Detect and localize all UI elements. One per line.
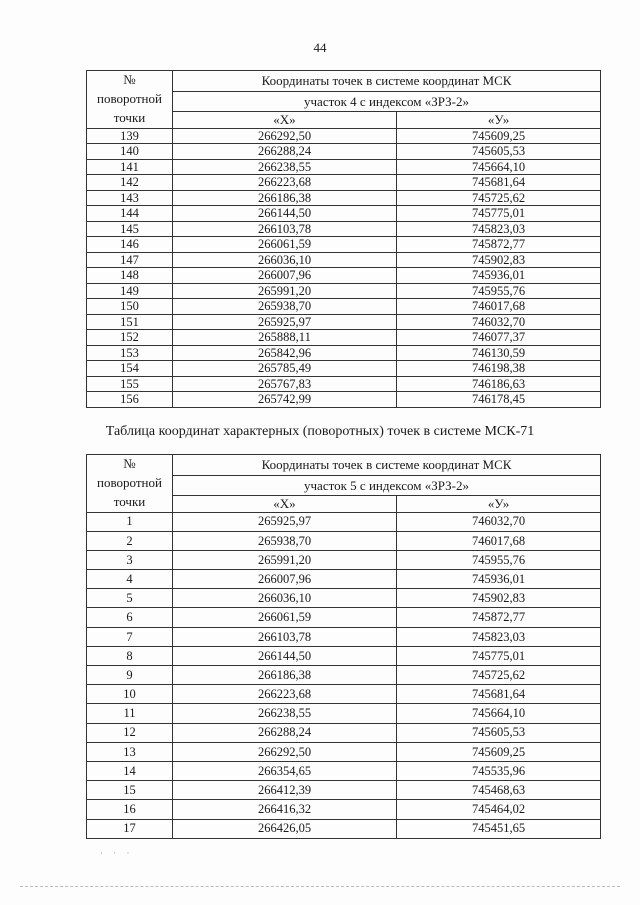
point-number-cell: 145 — [87, 221, 173, 237]
scan-artifact: · · · — [100, 848, 134, 858]
coords-title: Координаты точек в системе координат МСК — [173, 455, 601, 476]
y-coordinate-cell: 746032,70 — [397, 512, 601, 531]
point-number-cell: 152 — [87, 330, 173, 346]
table-row — [87, 283, 601, 299]
point-number-cell: 151 — [87, 314, 173, 330]
x-coordinate-cell: 266238,55 — [173, 159, 397, 175]
table-row — [87, 314, 601, 330]
x-coordinate-cell: 266061,59 — [173, 237, 397, 253]
y-coordinate-cell: 745605,53 — [397, 144, 601, 160]
y-coordinate-cell: 745955,76 — [397, 283, 601, 299]
point-number-cell: 144 — [87, 206, 173, 222]
table-row — [87, 190, 601, 206]
plot-subtitle: участок 4 с индексом «ЗРЗ-2» — [173, 91, 601, 112]
x-coordinate-cell: 266186,38 — [173, 190, 397, 206]
x-coordinate-cell: 265842,96 — [173, 345, 397, 361]
table-row — [87, 666, 601, 685]
header-no: № — [123, 456, 136, 471]
header-turning: поворотной — [97, 474, 162, 490]
x-coordinate-cell: 265991,20 — [173, 283, 397, 299]
x-coordinate-cell: 266036,10 — [173, 589, 397, 608]
x-coordinate-cell: 266223,68 — [173, 175, 397, 191]
point-number-cell: 7 — [87, 627, 173, 646]
point-number-cell: 154 — [87, 361, 173, 377]
point-number-cell: 8 — [87, 646, 173, 665]
x-coordinate-cell: 266144,50 — [173, 646, 397, 665]
point-number-cell: 4 — [87, 570, 173, 589]
point-number-cell: 13 — [87, 742, 173, 761]
table-row — [87, 723, 601, 742]
y-coordinate-cell: 745609,25 — [397, 128, 601, 144]
table-row — [87, 761, 601, 780]
point-number-cell: 147 — [87, 252, 173, 268]
scan-edge-line — [20, 886, 620, 888]
point-number-cell: 5 — [87, 589, 173, 608]
y-coordinate-cell: 745725,62 — [397, 190, 601, 206]
point-number-cell: 2 — [87, 531, 173, 550]
y-coordinate-cell: 745451,65 — [397, 819, 601, 838]
point-number-cell: 155 — [87, 376, 173, 392]
table-row — [87, 742, 601, 761]
table-row — [87, 570, 601, 589]
y-coordinate-cell: 745936,01 — [397, 268, 601, 284]
x-coordinate-cell: 266007,96 — [173, 570, 397, 589]
point-number-cell: 149 — [87, 283, 173, 299]
point-number-cell: 10 — [87, 685, 173, 704]
header-points: точки — [113, 493, 146, 509]
table-row — [87, 589, 601, 608]
table-body — [87, 512, 601, 838]
x-coordinate-cell: 266412,39 — [173, 781, 397, 800]
point-number-cell: 1 — [87, 512, 173, 531]
table-row — [87, 175, 601, 191]
y-coordinate-cell: 745902,83 — [397, 252, 601, 268]
point-number-cell: 12 — [87, 723, 173, 742]
x-coordinate-cell: 265925,97 — [173, 512, 397, 531]
point-number-header — [87, 71, 173, 129]
x-coordinate-cell: 265938,70 — [173, 531, 397, 550]
point-number-cell: 140 — [87, 144, 173, 160]
y-coordinate-cell: 746198,38 — [397, 361, 601, 377]
y-header: «У» — [397, 496, 601, 512]
point-number-cell: 9 — [87, 666, 173, 685]
coordinates-table-plot-4 — [86, 70, 601, 408]
table-row — [87, 376, 601, 392]
table-row — [87, 627, 601, 646]
x-coordinate-cell: 266292,50 — [173, 742, 397, 761]
x-coordinate-cell: 266426,05 — [173, 819, 397, 838]
y-coordinate-cell: 745902,83 — [397, 589, 601, 608]
y-coordinate-cell: 745775,01 — [397, 646, 601, 665]
table-row — [87, 781, 601, 800]
x-coordinate-cell: 266186,38 — [173, 666, 397, 685]
y-coordinate-cell: 745936,01 — [397, 570, 601, 589]
table-row — [87, 392, 601, 408]
point-number-cell: 17 — [87, 819, 173, 838]
y-coordinate-cell: 745535,96 — [397, 761, 601, 780]
table-row — [87, 646, 601, 665]
y-coordinate-cell: 745468,63 — [397, 781, 601, 800]
y-header: «У» — [397, 112, 601, 128]
y-coordinate-cell: 746017,68 — [397, 299, 601, 315]
table-row — [87, 206, 601, 222]
table-row — [87, 330, 601, 346]
table-caption: Таблица координат характерных (поворотных) точек в системе МСК-71 — [105, 424, 535, 439]
y-coordinate-cell: 745464,02 — [397, 800, 601, 819]
y-coordinate-cell: 746130,59 — [397, 345, 601, 361]
coords-title: Координаты точек в системе координат МСК — [173, 71, 601, 92]
x-coordinate-cell: 266288,24 — [173, 723, 397, 742]
table-row — [87, 685, 601, 704]
x-coordinate-cell: 266144,50 — [173, 206, 397, 222]
point-number-cell: 11 — [87, 704, 173, 723]
header-points: точки — [113, 109, 146, 125]
x-coordinate-cell: 266103,78 — [173, 627, 397, 646]
table-row — [87, 144, 601, 160]
y-coordinate-cell: 745605,53 — [397, 723, 601, 742]
x-coordinate-cell: 266036,10 — [173, 252, 397, 268]
header-turning: поворотной — [97, 90, 162, 106]
y-coordinate-cell: 745823,03 — [397, 627, 601, 646]
table-row — [87, 361, 601, 377]
point-number-cell: 139 — [87, 128, 173, 144]
y-coordinate-cell: 745725,62 — [397, 666, 601, 685]
table-row — [87, 512, 601, 531]
x-coordinate-cell: 266238,55 — [173, 704, 397, 723]
y-coordinate-cell: 745681,64 — [397, 175, 601, 191]
x-coordinate-cell: 266061,59 — [173, 608, 397, 627]
y-coordinate-cell: 745609,25 — [397, 742, 601, 761]
point-number-cell: 148 — [87, 268, 173, 284]
page-number: 44 — [313, 40, 327, 55]
table-row — [87, 819, 601, 838]
table-row — [87, 221, 601, 237]
table-body — [87, 128, 601, 407]
table-row — [87, 299, 601, 315]
point-number-cell: 3 — [87, 550, 173, 569]
y-coordinate-cell: 745681,64 — [397, 685, 601, 704]
table-row — [87, 550, 601, 569]
table-row — [87, 608, 601, 627]
x-coordinate-cell: 266292,50 — [173, 128, 397, 144]
table-row — [87, 531, 601, 550]
table-row — [87, 128, 601, 144]
point-number-cell: 142 — [87, 175, 173, 191]
y-coordinate-cell: 746186,63 — [397, 376, 601, 392]
x-coordinate-cell: 265785,49 — [173, 361, 397, 377]
y-coordinate-cell: 746178,45 — [397, 392, 601, 408]
x-coordinate-cell: 266416,32 — [173, 800, 397, 819]
y-coordinate-cell: 746077,37 — [397, 330, 601, 346]
x-coordinate-cell: 266288,24 — [173, 144, 397, 160]
point-number-cell: 153 — [87, 345, 173, 361]
x-coordinate-cell: 265925,97 — [173, 314, 397, 330]
point-number-cell: 15 — [87, 781, 173, 800]
point-number-cell: 141 — [87, 159, 173, 175]
x-header: «Х» — [173, 112, 397, 128]
x-header: «Х» — [173, 496, 397, 512]
x-coordinate-cell: 265938,70 — [173, 299, 397, 315]
table-row — [87, 252, 601, 268]
x-coordinate-cell: 266354,65 — [173, 761, 397, 780]
plot-subtitle: участок 5 с индексом «ЗРЗ-2» — [173, 475, 601, 496]
y-coordinate-cell: 745823,03 — [397, 221, 601, 237]
point-number-cell: 14 — [87, 761, 173, 780]
point-number-cell: 6 — [87, 608, 173, 627]
x-coordinate-cell: 266103,78 — [173, 221, 397, 237]
table-row — [87, 268, 601, 284]
point-number-cell: 150 — [87, 299, 173, 315]
point-number-cell: 143 — [87, 190, 173, 206]
table-row — [87, 704, 601, 723]
x-coordinate-cell: 265991,20 — [173, 550, 397, 569]
x-coordinate-cell: 265742,99 — [173, 392, 397, 408]
point-number-cell: 146 — [87, 237, 173, 253]
coordinates-table-plot-5 — [86, 454, 601, 839]
x-coordinate-cell: 265888,11 — [173, 330, 397, 346]
table-row — [87, 800, 601, 819]
y-coordinate-cell: 746017,68 — [397, 531, 601, 550]
point-number-cell: 16 — [87, 800, 173, 819]
point-number-cell: 156 — [87, 392, 173, 408]
y-coordinate-cell: 745775,01 — [397, 206, 601, 222]
x-coordinate-cell: 266007,96 — [173, 268, 397, 284]
table-row — [87, 237, 601, 253]
table-row — [87, 345, 601, 361]
y-coordinate-cell: 745955,76 — [397, 550, 601, 569]
x-coordinate-cell: 265767,83 — [173, 376, 397, 392]
y-coordinate-cell: 745872,77 — [397, 237, 601, 253]
y-coordinate-cell: 745664,10 — [397, 159, 601, 175]
table-row — [87, 159, 601, 175]
header-no: № — [123, 72, 136, 87]
y-coordinate-cell: 746032,70 — [397, 314, 601, 330]
point-number-header — [87, 455, 173, 513]
y-coordinate-cell: 745872,77 — [397, 608, 601, 627]
y-coordinate-cell: 745664,10 — [397, 704, 601, 723]
x-coordinate-cell: 266223,68 — [173, 685, 397, 704]
